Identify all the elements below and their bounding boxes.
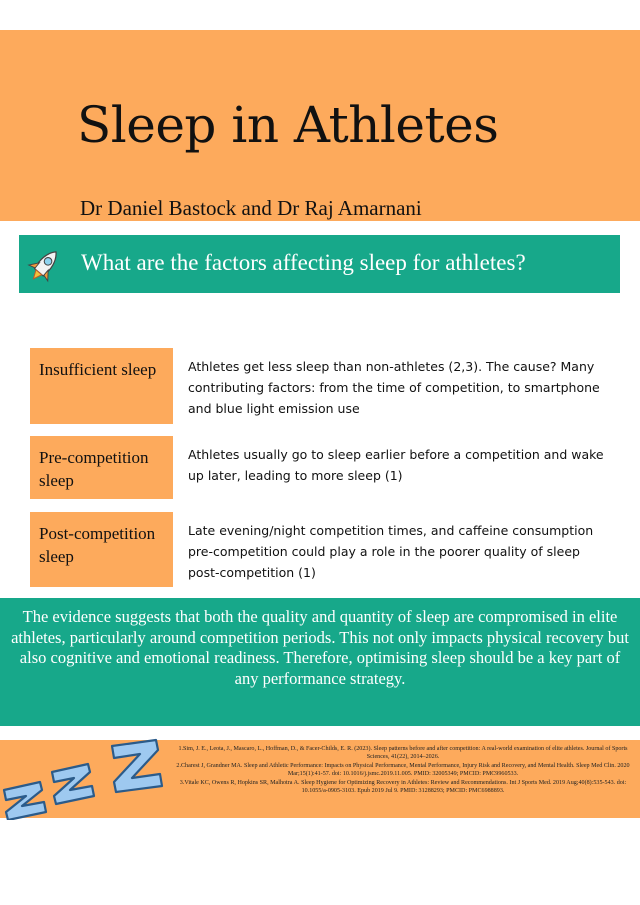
question-text: What are the factors affecting sleep for athletes?	[81, 250, 526, 275]
reference-item: 3.Vitale KC, Owens R, Hopkins SR, Malhotra A. Sleep Hygiene for Optimizing Recovery in Athletes: Review and Recommendations. Int J Sports Med. 2019 Aug;40(8):535-543. doi: 10.1055/a-0905-3103. Epub 2019 Jul 9. PMID: 31288293; PMCID: PMC6988893.	[179, 779, 627, 795]
factor-description-post-competition: Late evening/night competition times, and caffeine consumption pre-competition could play a role in the poorer quality of sleep post-competition (1)	[188, 523, 594, 580]
reference-item: 2.Charest J, Grandner MA. Sleep and Athletic Performance: Impacts on Physical Performance, Mental Performance, Injury Risk and Recovery, and Mental Health. Sleep Med Clin. 2020 Mar;15(1):41-57. doi: 10.1016/j.jsmc.2019.11.005. PMID: 32005349; PMCID: PMC9960533.	[176, 762, 630, 778]
references	[172, 745, 634, 795]
factor-description-pre-competition: Athletes usually go to sleep earlier before a competition and wake up later, leading to more sleep (1)	[188, 447, 604, 483]
summary-text: The evidence suggests that both the quality and quantity of sleep are compromised in elite athletes, particularly around competition periods. This not only impacts physical recovery but also cognitive and emotional readiness. Therefore, optimising sleep should be a key part of any performance strategy.	[11, 607, 629, 688]
factor-description-insufficient-sleep: Athletes get less sleep than non-athletes (2,3). The cause? Many contributing factors: from the time of competition, to smartphone and blue light emission use	[188, 359, 600, 416]
page-title: Sleep in Athletes	[77, 96, 499, 154]
authors: Dr Daniel Bastock and Dr Raj Amarnani	[80, 196, 422, 220]
rocket-icon	[26, 246, 64, 284]
zzz-sleep-icon	[0, 738, 170, 820]
factor-label-post-competition: Post-competition sleep	[30, 512, 173, 587]
reference-item: 1.Sim, J. E., Leota, J., Mascaro, L., Hoffman, D., & Facer-Childs, E. R. (2023). Sleep patterns before and after competition: A real-world examination of elite athletes. Journal of Sports Sciences, 41(22), 2014–2026.	[178, 746, 628, 761]
factor-label-pre-competition: Pre-competition sleep	[30, 436, 173, 499]
factor-label-insufficient-sleep: Insufficient sleep	[30, 348, 173, 424]
